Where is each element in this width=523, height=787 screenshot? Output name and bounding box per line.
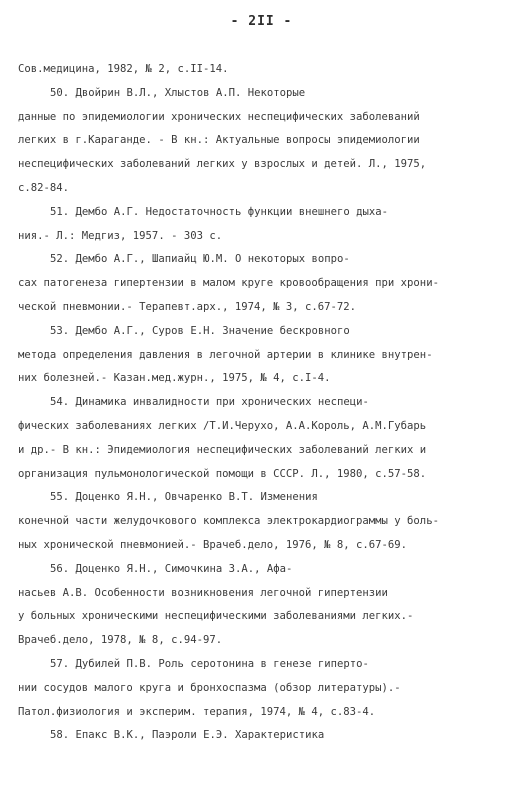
reference-line: Патол.физиология и эксперим. терапия, 1974, № 4, с.83-4. [18, 705, 376, 718]
reference-line: организация пульмонологической помощи в СССР. Л., 1980, с.57-58. [18, 467, 427, 480]
reference-line: ния.- Л.: Медгиз, 1957. - 303 с. [18, 229, 223, 242]
reference-line: с.82-84. [18, 181, 70, 194]
bibliography-text [18, 58, 510, 748]
reference-entry-start: 53. Дембо А.Г., Суров Е.Н. Значение бескровного [50, 324, 350, 337]
reference-line: Сов.медицина, 1982, № 2, с.II-14. [18, 63, 229, 75]
reference-line: насьев А.В. Особенности возникновения легочной гипертензии [18, 586, 388, 599]
reference-line: и др.- В кн.: Эпидемиология неспецифических заболеваний легких и [18, 443, 427, 456]
reference-entry-start: 52. Дембо А.Г., Шапиайц Ю.М. О некоторых вопро- [50, 253, 350, 266]
reference-entry-start: 51. Дембо А.Г. Недостаточность функции внешнего дыха- [50, 205, 389, 218]
reference-entry-start: 58. Епакс В.К., Паэроли Е.Э. Характеристика [50, 729, 325, 742]
reference-entry-start: 55. Доценко Я.Н., Овчаренко В.Т. Изменения [50, 491, 318, 504]
reference-entry-start: 57. Дубилей П.В. Роль серотонина в генезе гиперто- [50, 657, 369, 670]
reference-line: неспецифических заболеваний легких у взрослых и детей. Л., 1975, [18, 158, 427, 171]
reference-line: у больных хроническими неспецифическими заболеваниями легких.- [18, 610, 414, 623]
reference-entry-start: 56. Доценко Я.Н., Симочкина З.А., Афа- [50, 562, 293, 575]
reference-line: них болезней.- Казан.мед.журн., 1975, № 4, с.I-4. [18, 372, 331, 385]
reference-line: фических заболеваниях легких /Т.И.Черухо, А.А.Король, А.М.Губарь [18, 419, 427, 432]
reference-line: легких в г.Караганде. - В кн.: Актуальные вопросы эпидемиологии [18, 134, 420, 147]
reference-line: конечной части желудочкового комплекса электрокардиограммы у боль- [18, 515, 439, 528]
reference-line: Врачеб.дело, 1978, № 8, с.94-97. [18, 634, 223, 647]
reference-line: ных хронической пневмонией.- Врачеб.дело, 1976, № 8, с.67-69. [18, 538, 408, 551]
reference-line: данные по эпидемиологии хронических неспецифических заболеваний [18, 110, 420, 123]
reference-line: метода определения давления в легочной артерии в клинике внутрен- [18, 348, 433, 361]
page-number: - 2II - [230, 14, 293, 29]
reference-line: ческой пневмонии.- Терапевт.арх., 1974, № 3, с.67-72. [18, 300, 357, 313]
reference-line: сах патогенеза гипертензии в малом круге кровообращения при хрони- [18, 277, 439, 290]
reference-line: нии сосудов малого круга и бронхоспазма (обзор литературы).- [18, 681, 401, 694]
reference-entry-start: 50. Двойрин В.Л., Хлыстов А.П. Некоторые [50, 86, 306, 99]
reference-entry-start: 54. Динамика инвалидности при хронических неспеци- [50, 396, 369, 409]
